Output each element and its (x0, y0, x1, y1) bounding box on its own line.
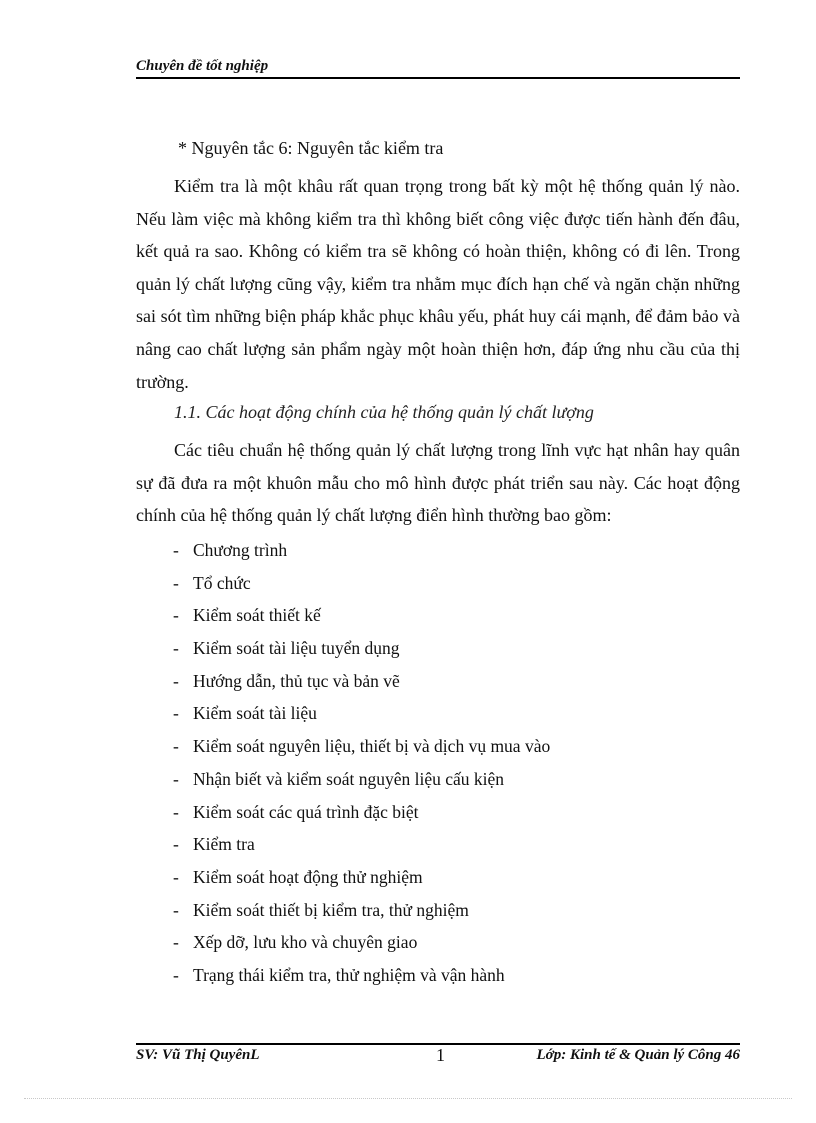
header-rule (136, 77, 740, 79)
list-item (173, 864, 550, 897)
list-item-text: Kiểm soát thiết kế (193, 605, 321, 626)
list-item-text: Kiểm tra (193, 834, 255, 855)
list-item-text: Nhận biết và kiểm soát nguyên liệu cấu kiện (193, 768, 505, 789)
list-item (173, 929, 550, 962)
list-item (173, 733, 550, 766)
list-item (173, 668, 550, 701)
list-item-text: Trạng thái kiểm tra, thử nghiệm và vận hành (193, 964, 505, 985)
list-item (173, 799, 550, 832)
paragraph-principle-6: Kiểm tra là một khâu rất quan trọng trong bất kỳ một hệ thống quản lý nào. Nếu làm việc mà không kiểm tra thì không biết công việc được tiến hành đến đâu, kết quả ra sao. Không có kiểm tra sẽ không có hoàn thiện, không có đi lên. Trong quản lý chất lượng cũng vậy, kiểm tra nhằm mục đích hạn chế và ngăn chặn những sai sót tìm những biện pháp khắc phục khâu yếu, phát huy cái mạnh, để đảm bảo và nâng cao chất lượng sản phẩm ngày một hoàn thiện hơn, đáp ứng nhu cầu của thị trường. (136, 176, 740, 392)
page-number: 1 (436, 1045, 445, 1065)
paragraph-activities-intro: Các tiêu chuẩn hệ thống quản lý chất lượng trong lĩnh vực hạt nhân hay quân sự đã đưa ra một khuôn mẫu cho mô hình được phát triển sau này. Các hoạt động chính của hệ thống quản lý chất lượng điển hình thường bao gồm: (136, 440, 740, 526)
list-dash: - (173, 540, 179, 560)
list-dash: - (173, 736, 179, 757)
list-dash: - (173, 768, 179, 789)
list-dash: - (173, 572, 179, 593)
list-item-text: Kiểm soát thiết bị kiểm tra, thử nghiệm (193, 899, 469, 920)
footer-class: Lớp: Kinh tế & Quản lý Công 46 (536, 1047, 740, 1063)
list-dash: - (173, 964, 179, 985)
list-item (173, 635, 550, 668)
list-dash: - (173, 605, 179, 626)
list-item (173, 766, 550, 799)
header-title: Chuyên đề tốt nghiệp (136, 58, 269, 74)
list-dash: - (173, 801, 179, 822)
list-dash: - (173, 638, 179, 659)
list-dash: - (173, 703, 179, 724)
list-item (173, 537, 550, 570)
list-dash: - (173, 834, 179, 855)
principle-subheading: * Nguyên tắc 6: Nguyên tắc kiểm tra (178, 138, 444, 158)
list-item (173, 831, 550, 864)
list-item (173, 962, 550, 995)
list-item-text: Kiểm soát nguyên liệu, thiết bị và dịch vụ mua vào (193, 736, 551, 757)
activities-list (173, 537, 550, 995)
list-item-text: Kiểm soát tài liệu (193, 703, 317, 724)
list-dash: - (173, 866, 179, 887)
footer-student: SV: Vũ Thị QuyênL (136, 1047, 260, 1063)
list-item-text: Kiểm soát tài liệu tuyển dụng (193, 638, 400, 659)
page-edge-divider (24, 1098, 792, 1099)
list-item (173, 602, 550, 635)
list-item-text: Xếp dỡ, lưu kho và chuyên giao (193, 932, 418, 953)
list-item-text: Kiểm soát hoạt động thử nghiệm (193, 866, 423, 887)
list-item (173, 700, 550, 733)
list-item-text: Chương trình (193, 540, 288, 560)
list-item-text: Hướng dẫn, thủ tục và bản vẽ (193, 670, 400, 691)
list-item (173, 570, 550, 603)
list-dash: - (173, 670, 179, 691)
section-heading: 1.1. Các hoạt động chính của hệ thống quản lý chất lượng (174, 402, 594, 422)
list-dash: - (173, 932, 179, 953)
list-item (173, 897, 550, 930)
list-dash: - (173, 899, 179, 920)
list-item-text: Kiểm soát các quá trình đặc biệt (193, 801, 419, 822)
footer (136, 1047, 740, 1071)
list-item-text: Tổ chức (193, 572, 251, 593)
